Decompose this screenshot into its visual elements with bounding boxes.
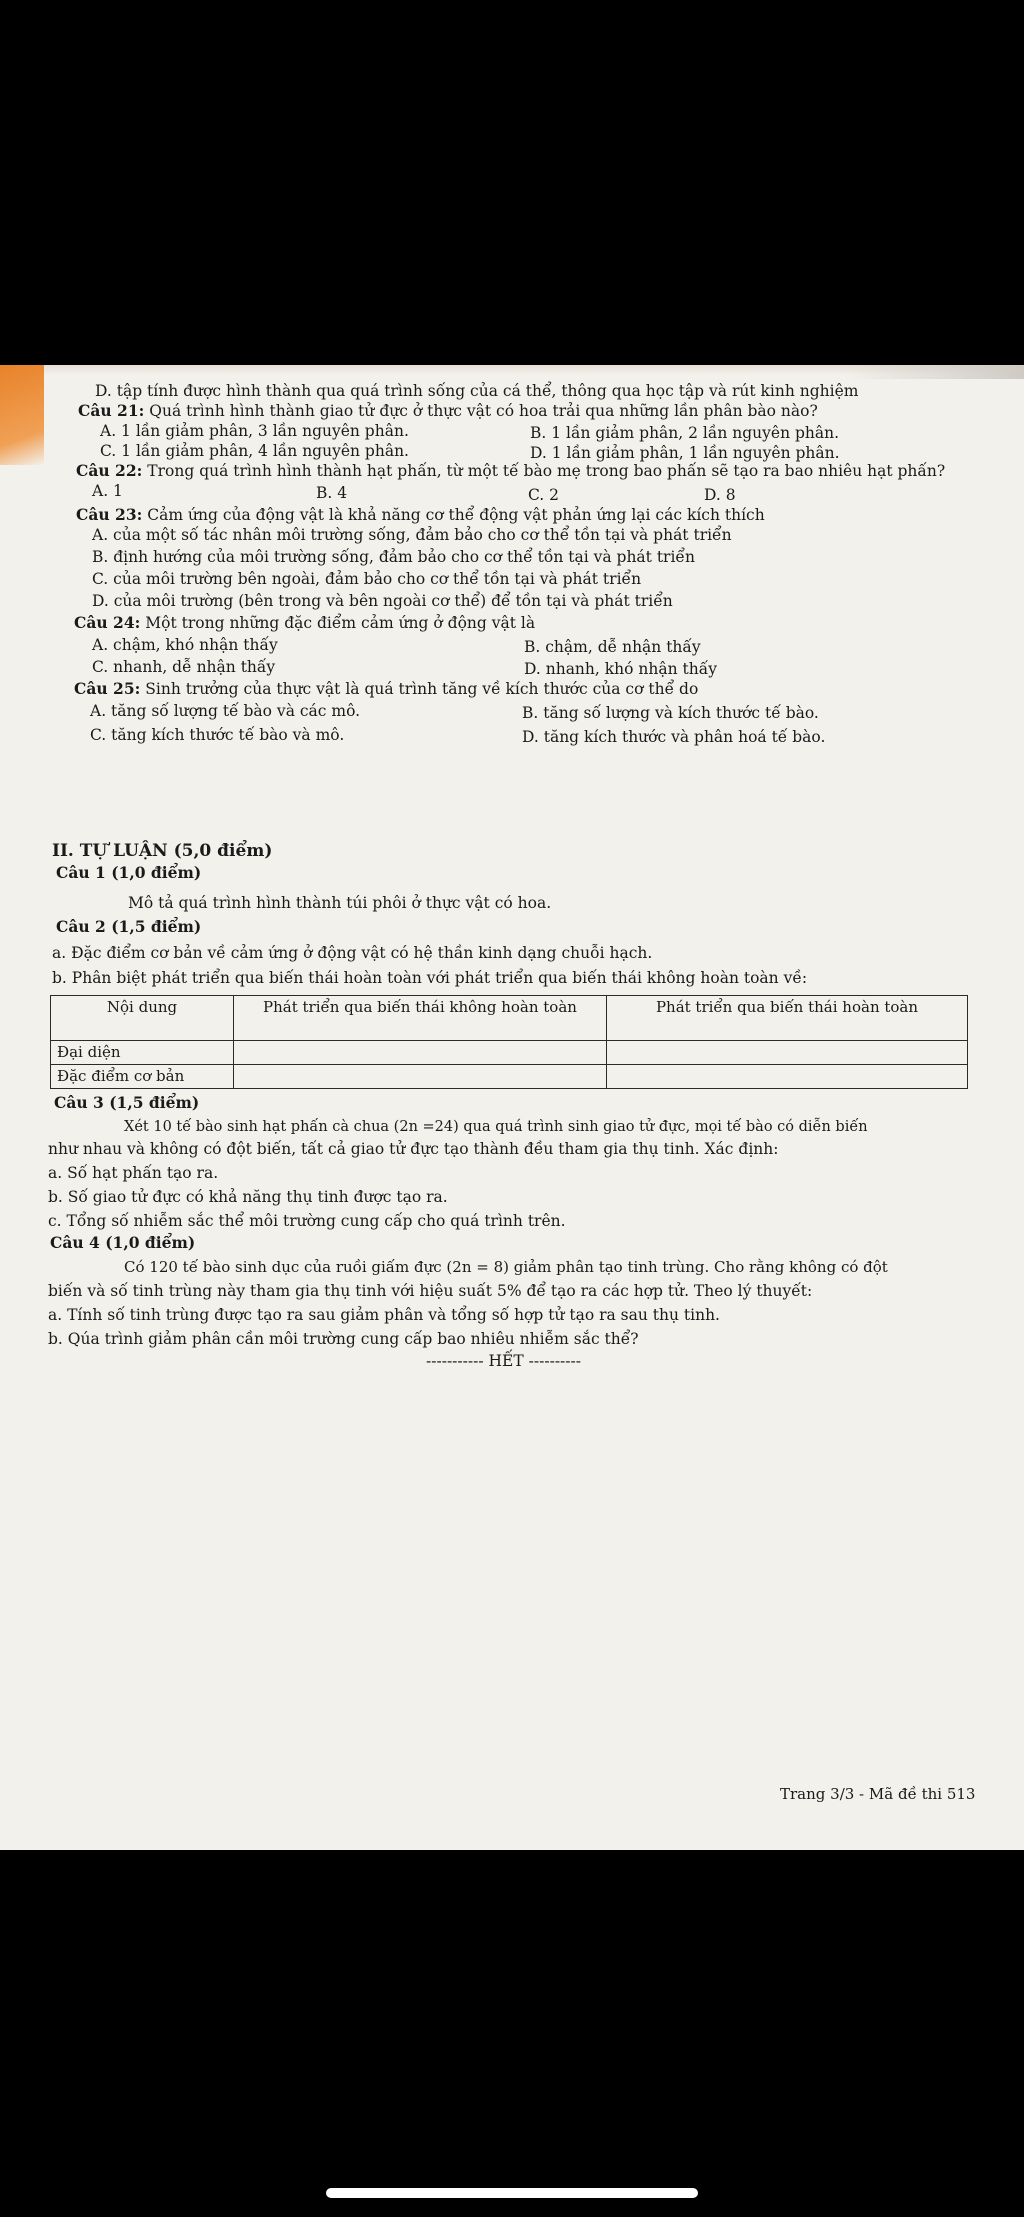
section-essay-title: II. TỰ LUẬN (5,0 điểm) xyxy=(52,841,273,861)
q23-option-c: C. của môi trường bên ngoài, đảm bảo cho cơ thể tồn tại và phát triển xyxy=(92,570,642,588)
essay-q2-part-a: a. Đặc điểm cơ bản về cảm ứng ở động vật có hệ thần kinh dạng chuỗi hạch. xyxy=(52,944,653,962)
question-label: Câu 23: xyxy=(76,505,143,524)
essay-q4-part-a: a. Tính số tinh trùng được tạo ra sau giảm phân và tổng số hợp tử tạo ra sau thụ tinh. xyxy=(48,1306,720,1324)
table-cell: Đặc điểm cơ bản xyxy=(51,1065,234,1089)
q22-option-c: C. 2 xyxy=(528,486,560,504)
q24-option-a: A. chậm, khó nhận thấy xyxy=(92,636,278,654)
q20-option-d: D. tập tính được hình thành qua quá trình sống của cá thể, thông qua học tập và rút kinh nghiệm xyxy=(95,382,859,400)
essay-q2-part-b: b. Phân biệt phát triển qua biến thái hoàn toàn với phát triển qua biến thái không hoàn toàn về: xyxy=(52,969,808,987)
question-label: Câu 25: xyxy=(74,679,141,698)
q22-option-d: D. 8 xyxy=(704,486,736,504)
essay-q4-title: Câu 4 (1,0 điểm) xyxy=(50,1233,196,1252)
q23-option-b: B. định hướng của môi trường sống, đảm bảo cho cơ thể tồn tại và phát triển xyxy=(92,548,695,566)
essay-q3-line1: Xét 10 tế bào sinh hạt phấn cà chua (2n =24) qua quá trình sinh giao tử đực, mọi tế bào có diễn biến xyxy=(124,1119,868,1135)
page-corner-shadow xyxy=(844,365,1024,379)
home-indicator[interactable] xyxy=(326,2188,698,2198)
table-row xyxy=(51,1065,968,1089)
q25-option-b: B. tăng số lượng và kích thước tế bào. xyxy=(522,704,819,722)
q21-option-c: C. 1 lần giảm phân, 4 lần nguyên phân. xyxy=(100,442,409,460)
q25-option-c: C. tăng kích thước tế bào và mô. xyxy=(90,726,345,744)
q21-option-d: D. 1 lần giảm phân, 1 lần nguyên phân. xyxy=(530,444,840,462)
essay-q3-part-b: b. Số giao tử đực có khả năng thụ tinh được tạo ra. xyxy=(48,1188,448,1206)
orange-desk-corner xyxy=(0,365,44,465)
essay-q4-part-b: b. Qúa trình giảm phân cần môi trường cung cấp bao nhiêu nhiễm sắc thể? xyxy=(48,1330,639,1348)
question-25 xyxy=(74,679,698,699)
question-23 xyxy=(76,505,765,525)
question-24 xyxy=(74,613,535,633)
table-header-cell: Phát triển qua biến thái không hoàn toàn xyxy=(234,996,607,1041)
table-header-row xyxy=(51,996,968,1041)
q21-option-b: B. 1 lần giảm phân, 2 lần nguyên phân. xyxy=(530,424,840,442)
q24-option-d: D. nhanh, khó nhận thấy xyxy=(524,660,717,678)
table-header-cell: Nội dung xyxy=(51,996,234,1041)
comparison-table xyxy=(50,995,968,1089)
essay-q4-line1: Có 120 tế bào sinh dục của ruồi giấm đực (2n = 8) giảm phân tạo tinh trùng. Cho rằng không có đột xyxy=(124,1258,888,1276)
question-text: Sinh trưởng của thực vật là quá trình tăng về kích thước của cơ thể do xyxy=(145,680,699,698)
question-label: Câu 22: xyxy=(76,461,143,480)
question-text: Trong quá trình hình thành hạt phấn, từ một tế bào mẹ trong bao phấn sẽ tạo ra bao nhiêu hạt phấn? xyxy=(147,462,946,480)
question-21 xyxy=(78,401,818,421)
table-header-cell: Phát triển qua biến thái hoàn toàn xyxy=(607,996,968,1041)
table-cell xyxy=(234,1065,607,1089)
question-22 xyxy=(76,461,945,481)
q24-option-b: B. chậm, dễ nhận thấy xyxy=(524,638,701,656)
essay-q3-part-a: a. Số hạt phấn tạo ra. xyxy=(48,1164,219,1182)
essay-q3-title: Câu 3 (1,5 điểm) xyxy=(54,1093,200,1112)
essay-q2-title: Câu 2 (1,5 điểm) xyxy=(56,917,202,936)
question-label: Câu 24: xyxy=(74,613,141,632)
table-cell: Đại diện xyxy=(51,1041,234,1065)
q25-option-a: A. tăng số lượng tế bào và các mô. xyxy=(90,702,361,720)
table-row xyxy=(51,1041,968,1065)
essay-q4-line2: biến và số tinh trùng này tham gia thụ tinh với hiệu suất 5% để tạo ra các hợp tử. Theo lý thuyết: xyxy=(48,1282,813,1300)
q23-option-a: A. của một số tác nhân môi trường sống, đảm bảo cho cơ thể tồn tại và phát triển xyxy=(92,526,732,544)
table-cell xyxy=(607,1065,968,1089)
page-footer: Trang 3/3 - Mã đề thi 513 xyxy=(780,1785,976,1803)
essay-q1-title: Câu 1 (1,0 điểm) xyxy=(56,863,202,882)
essay-q3-part-c: c. Tổng số nhiễm sắc thể môi trường cung cấp cho quá trình trên. xyxy=(48,1212,566,1230)
question-label: Câu 21: xyxy=(78,401,145,420)
q24-option-c: C. nhanh, dễ nhận thấy xyxy=(92,658,276,676)
question-text: Quá trình hình thành giao tử đực ở thực vật có hoa trải qua những lần phân bào nào? xyxy=(149,402,818,420)
q22-option-a: A. 1 xyxy=(92,482,123,500)
table-cell xyxy=(234,1041,607,1065)
question-text: Cảm ứng của động vật là khả năng cơ thể động vật phản ứng lại các kích thích xyxy=(147,506,765,524)
table-cell xyxy=(607,1041,968,1065)
essay-q3-line2: như nhau và không có đột biến, tất cả giao tử đực tạo thành đều tham gia thụ tinh. Xác định: xyxy=(48,1140,779,1158)
essay-q1-text: Mô tả quá trình hình thành túi phôi ở thực vật có hoa. xyxy=(128,894,552,912)
q25-option-d: D. tăng kích thước và phân hoá tế bào. xyxy=(522,728,826,746)
q23-option-d: D. của môi trường (bên trong và bên ngoài cơ thể) để tồn tại và phát triển xyxy=(92,592,673,610)
end-marker: ----------- HẾT ---------- xyxy=(426,1352,582,1370)
exam-page-photo xyxy=(0,365,1024,1850)
q22-option-b: B. 4 xyxy=(316,484,348,502)
question-text: Một trong những đặc điểm cảm ứng ở động vật là xyxy=(145,614,536,632)
q21-option-a: A. 1 lần giảm phân, 3 lần nguyên phân. xyxy=(100,422,409,440)
